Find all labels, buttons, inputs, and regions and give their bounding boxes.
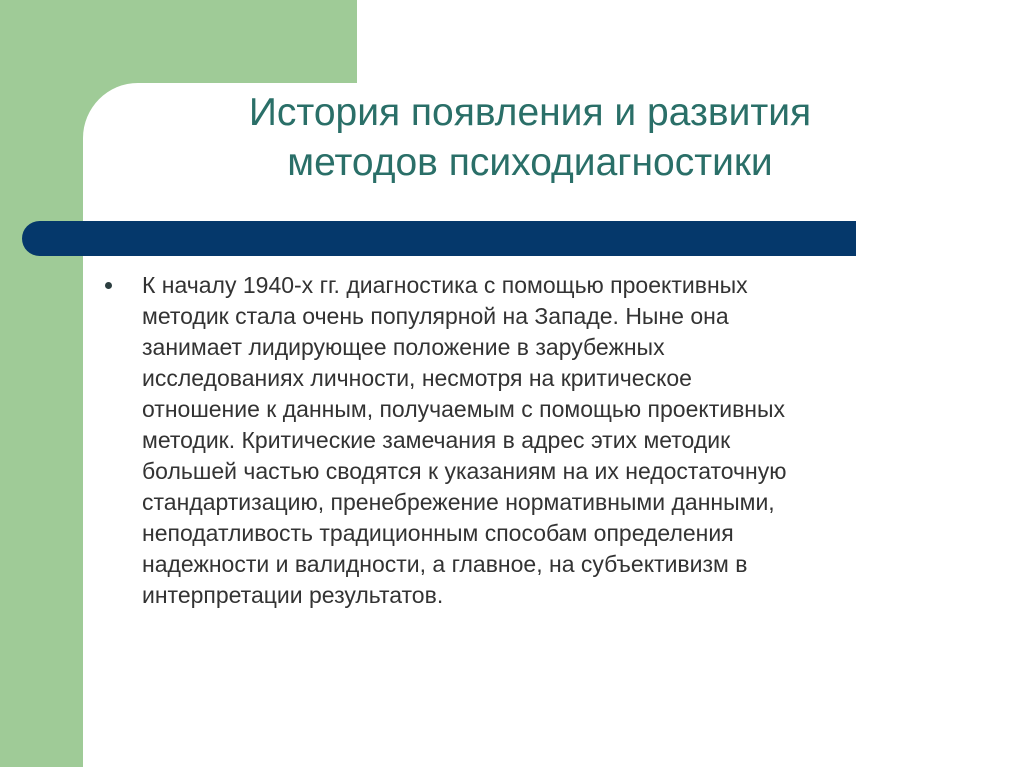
bullet-line: большей частью сводятся к указаниям на их недостаточную bbox=[142, 458, 787, 484]
bullet-item bbox=[105, 270, 955, 611]
bullet-line: интерпретации результатов. bbox=[142, 582, 444, 608]
bullet-line: стандартизацию, пренебрежение нормативными данными, bbox=[142, 489, 775, 515]
bullet-line: неподатливость традиционным способам определения bbox=[142, 520, 734, 546]
bullet-line: отношение к данным, получаемым с помощью проективных bbox=[142, 396, 786, 422]
title-underline-bar bbox=[22, 221, 856, 256]
title-line-1: История появления и развития bbox=[248, 91, 812, 134]
title-line-2: методов психодиагностики bbox=[287, 141, 773, 184]
bullet-line: занимает лидирующее положение в зарубежных bbox=[142, 334, 665, 360]
bullet-text bbox=[142, 270, 787, 611]
bullet-list bbox=[105, 270, 955, 611]
bullet-dot-icon bbox=[105, 282, 112, 289]
bullet-line: надежности и валидности, а главное, на субъективизм в bbox=[142, 551, 748, 577]
bullet-line: исследованиях личности, несмотря на критическое bbox=[142, 365, 692, 391]
bullet-line: методик стала очень популярной на Западе. Ныне она bbox=[142, 303, 729, 329]
bullet-line: К началу 1940-х гг. диагностика с помощью проективных bbox=[142, 272, 748, 298]
slide-title bbox=[150, 88, 910, 188]
bullet-line: методик. Критические замечания в адрес этих методик bbox=[142, 427, 731, 453]
